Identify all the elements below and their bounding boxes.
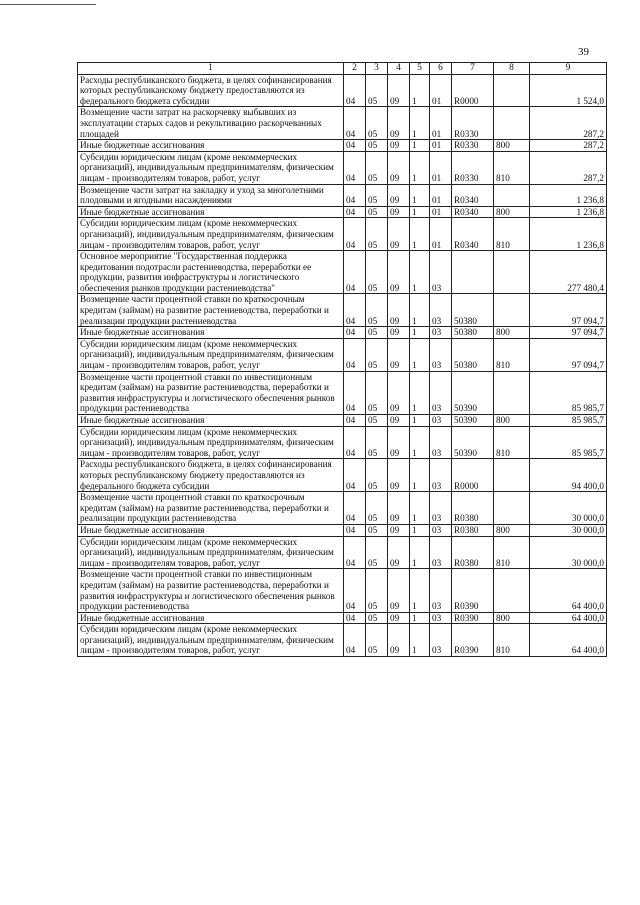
row-sum: 64 400,0 xyxy=(530,569,607,612)
row-name: Возмещение части процентной ставки по инвестиционным кредитам (займам) на развитие растениеводства, переработки и развития инфраструктуры и логистического обеспечения рынков продукции растениеводства xyxy=(78,371,344,414)
row-code-4: 09 xyxy=(388,524,410,536)
row-name: Иные бюджетные ассигнования xyxy=(78,140,344,152)
row-code-3: 05 xyxy=(366,251,388,294)
row-code-5: 1 xyxy=(410,624,430,657)
row-code-5: 1 xyxy=(410,459,430,492)
row-name: Субсидии юридическим лицам (кроме некоммерческих организаций), индивидуальным предпринимателям, физическим лицам - производителям товаров, работ, услуг xyxy=(78,151,344,184)
row-code-5: 1 xyxy=(410,492,430,525)
row-code-5: 1 xyxy=(410,327,430,339)
row-code-6: 03 xyxy=(430,624,452,657)
col-header-6: 6 xyxy=(430,63,452,75)
row-code-2: 04 xyxy=(344,612,366,624)
row-code-6: 03 xyxy=(430,327,452,339)
row-name: Иные бюджетные ассигнования xyxy=(78,206,344,218)
table-row xyxy=(78,415,607,427)
row-sum: 1 524,0 xyxy=(530,74,607,107)
row-name: Расходы республиканского бюджета, в целях софинансирования которых республиканскому бюджету предоставляются из федерального бюджета субсидии xyxy=(78,459,344,492)
row-code-8 xyxy=(494,294,530,327)
table-row xyxy=(78,74,607,107)
table-row xyxy=(78,612,607,624)
row-code-6: 01 xyxy=(430,206,452,218)
row-code-2: 04 xyxy=(344,151,366,184)
row-code-6: 03 xyxy=(430,569,452,612)
col-header-4: 4 xyxy=(388,63,410,75)
row-sum: 287,2 xyxy=(530,140,607,152)
row-code-5: 1 xyxy=(410,524,430,536)
row-code-3: 05 xyxy=(366,74,388,107)
row-code-8 xyxy=(494,251,530,294)
row-code-6: 03 xyxy=(430,459,452,492)
table-row xyxy=(78,294,607,327)
row-name: Субсидии юридическим лицам (кроме некоммерческих организаций), индивидуальным предпринимателям, физическим лицам - производителям товаров, работ, услуг xyxy=(78,218,344,251)
row-code-3: 05 xyxy=(366,624,388,657)
col-header-5: 5 xyxy=(410,63,430,75)
row-code-5: 1 xyxy=(410,151,430,184)
row-code-7: R0340 xyxy=(452,218,494,251)
table-row xyxy=(78,206,607,218)
row-code-8: 800 xyxy=(494,140,530,152)
row-code-8: 800 xyxy=(494,327,530,339)
row-code-4: 09 xyxy=(388,251,410,294)
row-code-5: 1 xyxy=(410,107,430,140)
table-row xyxy=(78,624,607,657)
row-code-6: 03 xyxy=(430,371,452,414)
row-code-2: 04 xyxy=(344,624,366,657)
table-row xyxy=(78,251,607,294)
row-code-2: 04 xyxy=(344,294,366,327)
row-code-4: 09 xyxy=(388,338,410,371)
row-code-2: 04 xyxy=(344,536,366,569)
row-code-4: 09 xyxy=(388,371,410,414)
row-code-5: 1 xyxy=(410,251,430,294)
row-code-5: 1 xyxy=(410,371,430,414)
row-code-2: 04 xyxy=(344,415,366,427)
row-code-8: 810 xyxy=(494,338,530,371)
row-code-8 xyxy=(494,74,530,107)
row-sum: 97 094,7 xyxy=(530,327,607,339)
table-row xyxy=(78,327,607,339)
row-code-6: 03 xyxy=(430,415,452,427)
row-sum: 1 236,8 xyxy=(530,218,607,251)
table-row xyxy=(78,569,607,612)
row-sum: 85 985,7 xyxy=(530,426,607,459)
row-name: Иные бюджетные ассигнования xyxy=(78,327,344,339)
row-code-2: 04 xyxy=(344,327,366,339)
table-row xyxy=(78,140,607,152)
row-sum: 30 000,0 xyxy=(530,536,607,569)
row-name: Расходы республиканского бюджета, в целях софинансирования которых республиканскому бюджету предоставляются из федерального бюджета субсидии xyxy=(78,74,344,107)
row-code-2: 04 xyxy=(344,184,366,206)
table-row xyxy=(78,371,607,414)
row-code-4: 09 xyxy=(388,294,410,327)
row-code-5: 1 xyxy=(410,140,430,152)
table-row xyxy=(78,151,607,184)
row-code-3: 05 xyxy=(366,218,388,251)
row-code-6: 01 xyxy=(430,218,452,251)
row-code-7: R0380 xyxy=(452,524,494,536)
row-code-6: 01 xyxy=(430,74,452,107)
row-code-7: 50380 xyxy=(452,327,494,339)
row-code-8 xyxy=(494,569,530,612)
row-code-8 xyxy=(494,107,530,140)
table-body xyxy=(78,63,607,657)
row-sum: 277 480,4 xyxy=(530,251,607,294)
row-code-4: 09 xyxy=(388,624,410,657)
row-name: Субсидии юридическим лицам (кроме некоммерческих организаций), индивидуальным предпринимателям, физическим лицам - производителям товаров, работ, услуг xyxy=(78,536,344,569)
row-code-4: 09 xyxy=(388,612,410,624)
row-code-6: 03 xyxy=(430,251,452,294)
row-code-7: R0000 xyxy=(452,74,494,107)
row-code-6: 03 xyxy=(430,426,452,459)
table-row xyxy=(78,459,607,492)
row-code-5: 1 xyxy=(410,612,430,624)
row-code-8: 810 xyxy=(494,624,530,657)
row-code-6: 01 xyxy=(430,184,452,206)
row-name: Субсидии юридическим лицам (кроме некоммерческих организаций), индивидуальным предпринимателям, физическим лицам - производителям товаров, работ, услуг xyxy=(78,426,344,459)
row-code-6: 01 xyxy=(430,107,452,140)
row-code-3: 05 xyxy=(366,151,388,184)
row-code-7: R0380 xyxy=(452,536,494,569)
row-code-7: 50380 xyxy=(452,294,494,327)
row-code-7: 50390 xyxy=(452,371,494,414)
row-code-4: 09 xyxy=(388,459,410,492)
col-header-8: 8 xyxy=(494,63,530,75)
row-code-6: 01 xyxy=(430,151,452,184)
row-name: Субсидии юридическим лицам (кроме некоммерческих организаций), индивидуальным предпринимателям, физическим лицам - производителям товаров, работ, услуг xyxy=(78,624,344,657)
row-code-3: 05 xyxy=(366,415,388,427)
row-code-6: 03 xyxy=(430,492,452,525)
row-name: Возмещение части затрат на раскорчевку выбывших из эксплуатации старых садов и рекультивацию раскорчеванных площадей xyxy=(78,107,344,140)
row-code-5: 1 xyxy=(410,426,430,459)
table-row xyxy=(78,426,607,459)
top-rule xyxy=(0,4,96,5)
row-code-8 xyxy=(494,371,530,414)
row-code-5: 1 xyxy=(410,569,430,612)
row-code-4: 09 xyxy=(388,218,410,251)
row-code-2: 04 xyxy=(344,74,366,107)
row-sum: 85 985,7 xyxy=(530,371,607,414)
row-sum: 1 236,8 xyxy=(530,206,607,218)
row-code-8: 810 xyxy=(494,218,530,251)
row-sum: 85 985,7 xyxy=(530,415,607,427)
table-row xyxy=(78,184,607,206)
row-code-3: 05 xyxy=(366,426,388,459)
row-code-3: 05 xyxy=(366,206,388,218)
row-code-4: 09 xyxy=(388,415,410,427)
row-code-7: R0390 xyxy=(452,624,494,657)
page-number: 39 xyxy=(578,46,589,58)
row-code-3: 05 xyxy=(366,536,388,569)
row-sum: 64 400,0 xyxy=(530,624,607,657)
table-row xyxy=(78,492,607,525)
row-code-7 xyxy=(452,251,494,294)
row-code-5: 1 xyxy=(410,184,430,206)
row-code-2: 04 xyxy=(344,218,366,251)
row-code-8: 810 xyxy=(494,426,530,459)
row-code-4: 09 xyxy=(388,206,410,218)
row-name: Возмещение части процентной ставки по краткосрочным кредитам (займам) на развитие растениеводства, переработки и реализации продукции растениеводства xyxy=(78,492,344,525)
row-code-4: 09 xyxy=(388,327,410,339)
table-row xyxy=(78,524,607,536)
table-row xyxy=(78,218,607,251)
row-name: Возмещение части процентной ставки по инвестиционным кредитам (займам) на развитие растениеводства, переработки и развития инфраструктуры и логистического обеспечения рынков продукции растениеводства xyxy=(78,569,344,612)
row-code-4: 09 xyxy=(388,184,410,206)
col-header-1: 1 xyxy=(78,63,344,75)
row-code-4: 09 xyxy=(388,492,410,525)
row-code-5: 1 xyxy=(410,74,430,107)
row-code-4: 09 xyxy=(388,426,410,459)
row-sum: 94 400,0 xyxy=(530,459,607,492)
row-code-2: 04 xyxy=(344,459,366,492)
row-code-2: 04 xyxy=(344,524,366,536)
row-code-6: 01 xyxy=(430,140,452,152)
row-sum: 287,2 xyxy=(530,107,607,140)
row-code-7: R0380 xyxy=(452,492,494,525)
row-code-6: 03 xyxy=(430,338,452,371)
row-code-8: 800 xyxy=(494,415,530,427)
row-code-5: 1 xyxy=(410,218,430,251)
row-code-3: 05 xyxy=(366,524,388,536)
row-code-6: 03 xyxy=(430,612,452,624)
row-sum: 64 400,0 xyxy=(530,612,607,624)
col-header-9: 9 xyxy=(530,63,607,75)
row-sum: 97 094,7 xyxy=(530,294,607,327)
row-code-7: 50390 xyxy=(452,415,494,427)
row-code-2: 04 xyxy=(344,206,366,218)
row-name: Возмещение части процентной ставки по краткосрочным кредитам (займам) на развитие растениеводства, переработки и реализации продукции растениеводства xyxy=(78,294,344,327)
row-code-4: 09 xyxy=(388,74,410,107)
row-code-7: R0340 xyxy=(452,206,494,218)
row-sum: 97 094,7 xyxy=(530,338,607,371)
row-code-3: 05 xyxy=(366,184,388,206)
table-row xyxy=(78,338,607,371)
row-code-8: 800 xyxy=(494,524,530,536)
row-code-3: 05 xyxy=(366,338,388,371)
row-code-3: 05 xyxy=(366,459,388,492)
table-header-row xyxy=(78,63,607,75)
row-name: Иные бюджетные ассигнования xyxy=(78,612,344,624)
row-code-5: 1 xyxy=(410,536,430,569)
row-code-3: 05 xyxy=(366,612,388,624)
row-code-7: R0390 xyxy=(452,569,494,612)
budget-table xyxy=(77,62,607,657)
row-code-8: 810 xyxy=(494,536,530,569)
row-name: Возмещение части затрат на закладку и уход за многолетними плодовыми и ягодными насаждениями xyxy=(78,184,344,206)
table-row xyxy=(78,107,607,140)
row-name: Основное мероприятие "Государственная поддержка кредитования подотрасли растениеводства, переработки ее продукции, развития инфраструктуры и логистического обеспечения рынков продукции растениеводства" xyxy=(78,251,344,294)
row-code-8 xyxy=(494,459,530,492)
row-code-3: 05 xyxy=(366,371,388,414)
row-code-2: 04 xyxy=(344,569,366,612)
row-code-4: 09 xyxy=(388,140,410,152)
row-code-6: 03 xyxy=(430,294,452,327)
col-header-3: 3 xyxy=(366,63,388,75)
row-sum: 1 236,8 xyxy=(530,184,607,206)
row-name: Иные бюджетные ассигнования xyxy=(78,415,344,427)
row-code-3: 05 xyxy=(366,569,388,612)
row-code-4: 09 xyxy=(388,151,410,184)
row-code-4: 09 xyxy=(388,569,410,612)
row-code-6: 03 xyxy=(430,536,452,569)
row-code-3: 05 xyxy=(366,140,388,152)
row-code-2: 04 xyxy=(344,107,366,140)
row-code-7: R0330 xyxy=(452,140,494,152)
row-code-8: 800 xyxy=(494,612,530,624)
row-code-7: R0330 xyxy=(452,107,494,140)
row-code-2: 04 xyxy=(344,371,366,414)
row-code-2: 04 xyxy=(344,338,366,371)
row-code-7: R0000 xyxy=(452,459,494,492)
row-code-2: 04 xyxy=(344,251,366,294)
row-code-7: R0390 xyxy=(452,612,494,624)
row-name: Субсидии юридическим лицам (кроме некоммерческих организаций), индивидуальным предпринимателям, физическим лицам - производителям товаров, работ, услуг xyxy=(78,338,344,371)
row-sum: 30 000,0 xyxy=(530,492,607,525)
row-code-5: 1 xyxy=(410,294,430,327)
table-row xyxy=(78,536,607,569)
row-code-8 xyxy=(494,184,530,206)
row-code-2: 04 xyxy=(344,492,366,525)
row-code-3: 05 xyxy=(366,107,388,140)
row-code-6: 03 xyxy=(430,524,452,536)
row-code-7: 50380 xyxy=(452,338,494,371)
row-sum: 287,2 xyxy=(530,151,607,184)
row-code-5: 1 xyxy=(410,206,430,218)
row-code-5: 1 xyxy=(410,415,430,427)
row-code-7: 50390 xyxy=(452,426,494,459)
row-code-3: 05 xyxy=(366,294,388,327)
row-code-7: R0330 xyxy=(452,151,494,184)
col-header-7: 7 xyxy=(452,63,494,75)
row-code-8 xyxy=(494,492,530,525)
row-code-8: 800 xyxy=(494,206,530,218)
col-header-2: 2 xyxy=(344,63,366,75)
row-code-8: 810 xyxy=(494,151,530,184)
row-code-5: 1 xyxy=(410,338,430,371)
row-code-4: 09 xyxy=(388,536,410,569)
row-code-4: 09 xyxy=(388,107,410,140)
row-code-2: 04 xyxy=(344,140,366,152)
row-code-2: 04 xyxy=(344,426,366,459)
row-code-3: 05 xyxy=(366,492,388,525)
row-sum: 30 000,0 xyxy=(530,524,607,536)
row-name: Иные бюджетные ассигнования xyxy=(78,524,344,536)
row-code-7: R0340 xyxy=(452,184,494,206)
row-code-3: 05 xyxy=(366,327,388,339)
